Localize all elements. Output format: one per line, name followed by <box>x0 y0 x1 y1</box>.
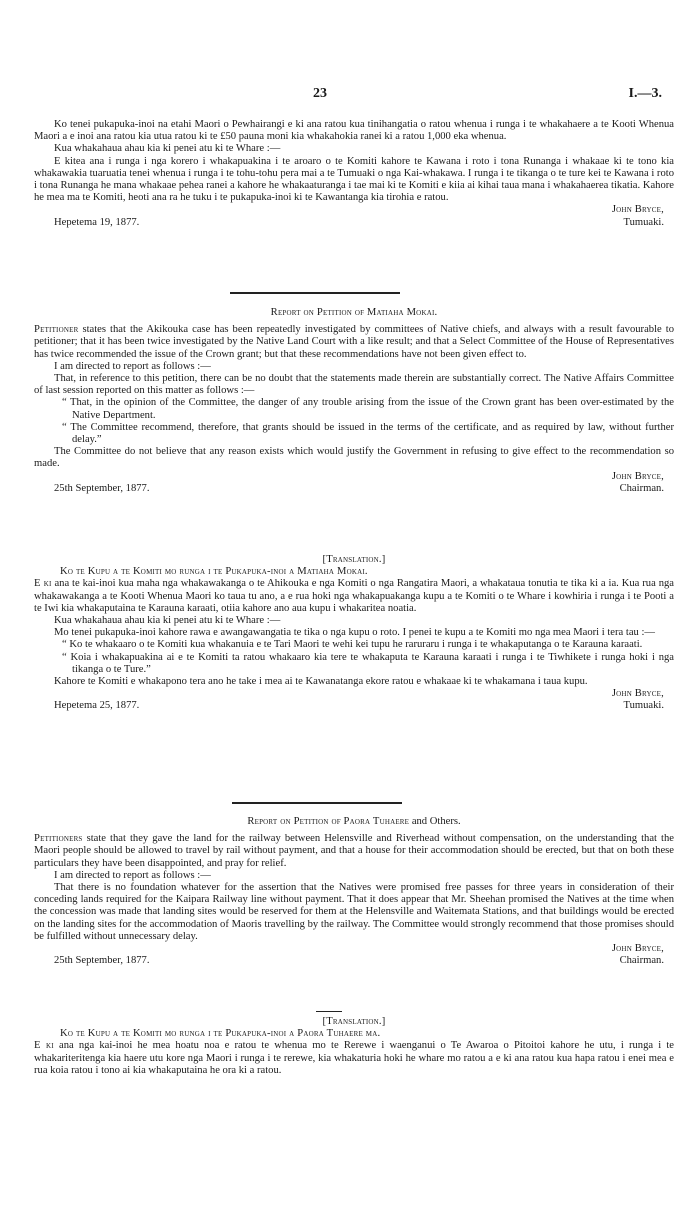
translation-label: [Translation.] <box>322 1016 386 1027</box>
lead-word: Petitioners <box>34 833 83 845</box>
lead-word: E ki <box>34 1040 54 1052</box>
paragraph: Kua whakahaua ahau kia ki penei atu ki te Whare :— <box>54 143 281 155</box>
signatory-title: Tumuaki. <box>623 216 664 228</box>
lead-word: Petitioner <box>34 324 79 336</box>
signature: John Bryce, <box>611 470 664 482</box>
heading-name: Paora Tuhaere <box>343 816 410 827</box>
date: 25th September, 1877. <box>54 482 150 494</box>
section-report-paora-tuhaere <box>34 816 674 967</box>
signatory-title: Chairman. <box>619 955 664 967</box>
quotation: “ Ko te whakaaro o te Komiti kua whakanuia e te Tari Maori te wehi kei tupu he raruraru i runga i te whakaputanga o te Karauna karaati. <box>62 639 643 651</box>
signature: John Bryce, <box>611 204 664 216</box>
quotation: “ The Committee recommend, therefore, that grants should be issued in the terms of the certificate, and as required by law, without further delay.” <box>62 421 674 446</box>
paragraph: I am directed to report as follows :— <box>54 869 211 881</box>
short-divider <box>316 1011 342 1012</box>
paragraph: That, in reference to this petition, there can be no doubt that the statements made therein are substantially correct. The Native Affairs Committee of last session reported on this matter as follows :— <box>34 373 674 397</box>
signature: John Bryce, <box>611 943 664 955</box>
section-translation-matiaha-mokai <box>34 554 674 713</box>
paragraph: That there is no foundation whatever for the assertion that the Natives were promised free passes for three years in consideration of their conceding lands required for the Kaipara Railway line without payment. That it does appear that Mr. Sheehan promised the Natives at the time when the concession was made that landing sites would be reserved for them at the Helensville and Waitemata Stations, and that buildings would be erected on the landing sites for the accommodation of Maoris travelling by the railway. The Committee would strongly recommend that those promises should be fulfilled without unnecessary delay. <box>34 882 674 942</box>
section-heading: Ko te Kupu a te Komiti mo runga i te Pukapuka-inoi a Paora Tuhaere ma. <box>60 1028 381 1040</box>
page-reference: I.—3. <box>628 86 662 101</box>
section-maori-report-1 <box>34 119 674 229</box>
paragraph: Kahore te Komiti e whakapono tera ano he take i mea ai te Kawanatanga ekore ratou e whakaae ki te whakamana i taua kupu. <box>54 676 588 688</box>
paragraph: Kua whakahaua ahau kia ki penei atu ki te Whare :— <box>54 615 281 627</box>
date-title-line <box>34 217 674 229</box>
quotation: “ Koia i whakapuakina ai e te Komiti ta ratou whakaaro kia tere te whakaputa te Karauna karaati i runga i te Tiwhikete i runga hoki i nga tikanga o te Ture.” <box>62 651 674 675</box>
section-translation-paora-tuhaere <box>34 1016 674 1077</box>
section-heading <box>34 816 674 828</box>
paragraph: The Committee do not believe that any reason exists which would justify the Government in refusing to give effect to the recommendation so made. <box>34 446 674 470</box>
section-heading <box>34 307 674 319</box>
quotation: “ That, in the opinion of the Committee, the danger of any trouble arising from the issue of the Crown grant has been over-estimated by the Native Department. <box>62 397 674 421</box>
paragraph: Ko tenei pukapuka-inoi na etahi Maori o Pewhairangi e ki ana ratou kua tinihangatia o ratou whenua i runga i te whakahaere a te Kooti Whenua Maori a e inoi ana ratou kia utua ratou ki te £50 pauna moni kia whakahokia ranei ki a ratou 1,000 eka whenua. <box>34 119 674 143</box>
section-report-matiaha-mokai <box>34 307 674 495</box>
lead-word: E ki <box>34 578 52 590</box>
signature: John Bryce, <box>611 688 664 700</box>
date: 25th September, 1877. <box>54 955 150 967</box>
date-title-line <box>34 700 674 712</box>
page-header <box>0 86 700 106</box>
date-title-line <box>34 483 674 495</box>
paragraph: Petitioner states that the Akikouka case has been repeatedly investigated by committees of Native chiefs, and always with a result favourable to petitioner; that it has been twice investigated by the Native Land Court with a like result; and that a Select Committee of the House of Representatives has twice recommended the issue of the Crown grant; but that these recommendations have not been given effect to. <box>34 324 674 360</box>
paragraph: E ki ana te kai-inoi kua maha nga whakawakanga o te Ahikouka e nga Komiti o nga Rangatira Maori, a whakataua tonutia te tika ki a ia. Kua rua nga whakawakanga a te Kooti Whenua Maori ko taua tu ano, a e rua hoki nga whakapuakanga kupu a te Komiti o te Whare i kowhiria i runga i te Pooti a te Iwi kia whakaputaina te Karauna karaati, otiia kahore ano aua kupu i whakaritea noatia. <box>34 578 674 614</box>
signatory-title: Chairman. <box>619 482 664 494</box>
date: Hepetema 25, 1877. <box>54 700 140 712</box>
translation-label: [Translation.] <box>322 554 386 565</box>
heading-suffix: and Others. <box>411 816 461 827</box>
date: Hepetema 19, 1877. <box>54 216 140 228</box>
date-title-line <box>34 955 674 967</box>
heading-prefix: Report on Petition of <box>247 816 341 827</box>
section-heading: Ko te Kupu a te Komiti mo runga i te Pukapuka-inoi a Matiaha Mokai. <box>60 566 368 578</box>
paragraph: Petitioners state that they gave the land for the railway between Helensville and Riverhead without compensation, on the understanding that the Maori people should be allowed to travel by rail without payment, and that a house for their accommodation should be erected, but that on both these particulars they have been disappointed, and pray for relief. <box>34 833 674 869</box>
heading-prefix: Report on Petition of <box>270 307 365 318</box>
paragraph: E ki ana nga kai-inoi he mea hoatu noa e ratou te whenua mo te Rerewe i waenganui o Te Awaroa o Pitoitoi kahore he utu, i runga i te whakariteritenga kia haere utu kore nga Maori i runga i te rerewe, kia whakaturia hoki he whare mo ratou a e ki ana ratou kua hapa ratou i enei mea e rua koia ratou i tono ai kia whakaputaina he ora ki a ratou. <box>34 1040 674 1076</box>
section-divider <box>232 802 402 804</box>
paragraph: I am directed to report as follows :— <box>54 360 211 372</box>
paragraph: Mo tenei pukapuka-inoi kahore rawa e awangawangatia te tika o nga kupu o roto. I penei te kupu a te Komiti mo nga mea Maori i tera tau :— <box>54 627 655 639</box>
paragraph: E kitea ana i runga i nga korero i whakapuakina i te aroaro o te Komiti kahore te Kawana i roto i tona Runanga i whakaae ki te tono kia whakawakia tuaruatia tenei whenua i runga i te tohu-tohu pera mai a te Tumuaki o nga Kai-whakawa. I runga i te tikanga o te ture kei te Kawana i roto i tona Runanga he mana whakaae pehea ranei a kahore he whakaaturanga i tae mai ki te Komiti e kiia ai kihai taua mana i whakahaerea tikatia. Kahore he mea ma te Komiti, heoti ana ra he tuku i te pukapuka-inoi ki te Kawantanga kia tirohia e ratou. <box>34 155 674 204</box>
section-divider <box>230 292 400 294</box>
page-number: 23 <box>313 86 327 101</box>
heading-name: Matiaha Mokai. <box>366 307 438 318</box>
signatory-title: Tumuaki. <box>623 700 664 712</box>
